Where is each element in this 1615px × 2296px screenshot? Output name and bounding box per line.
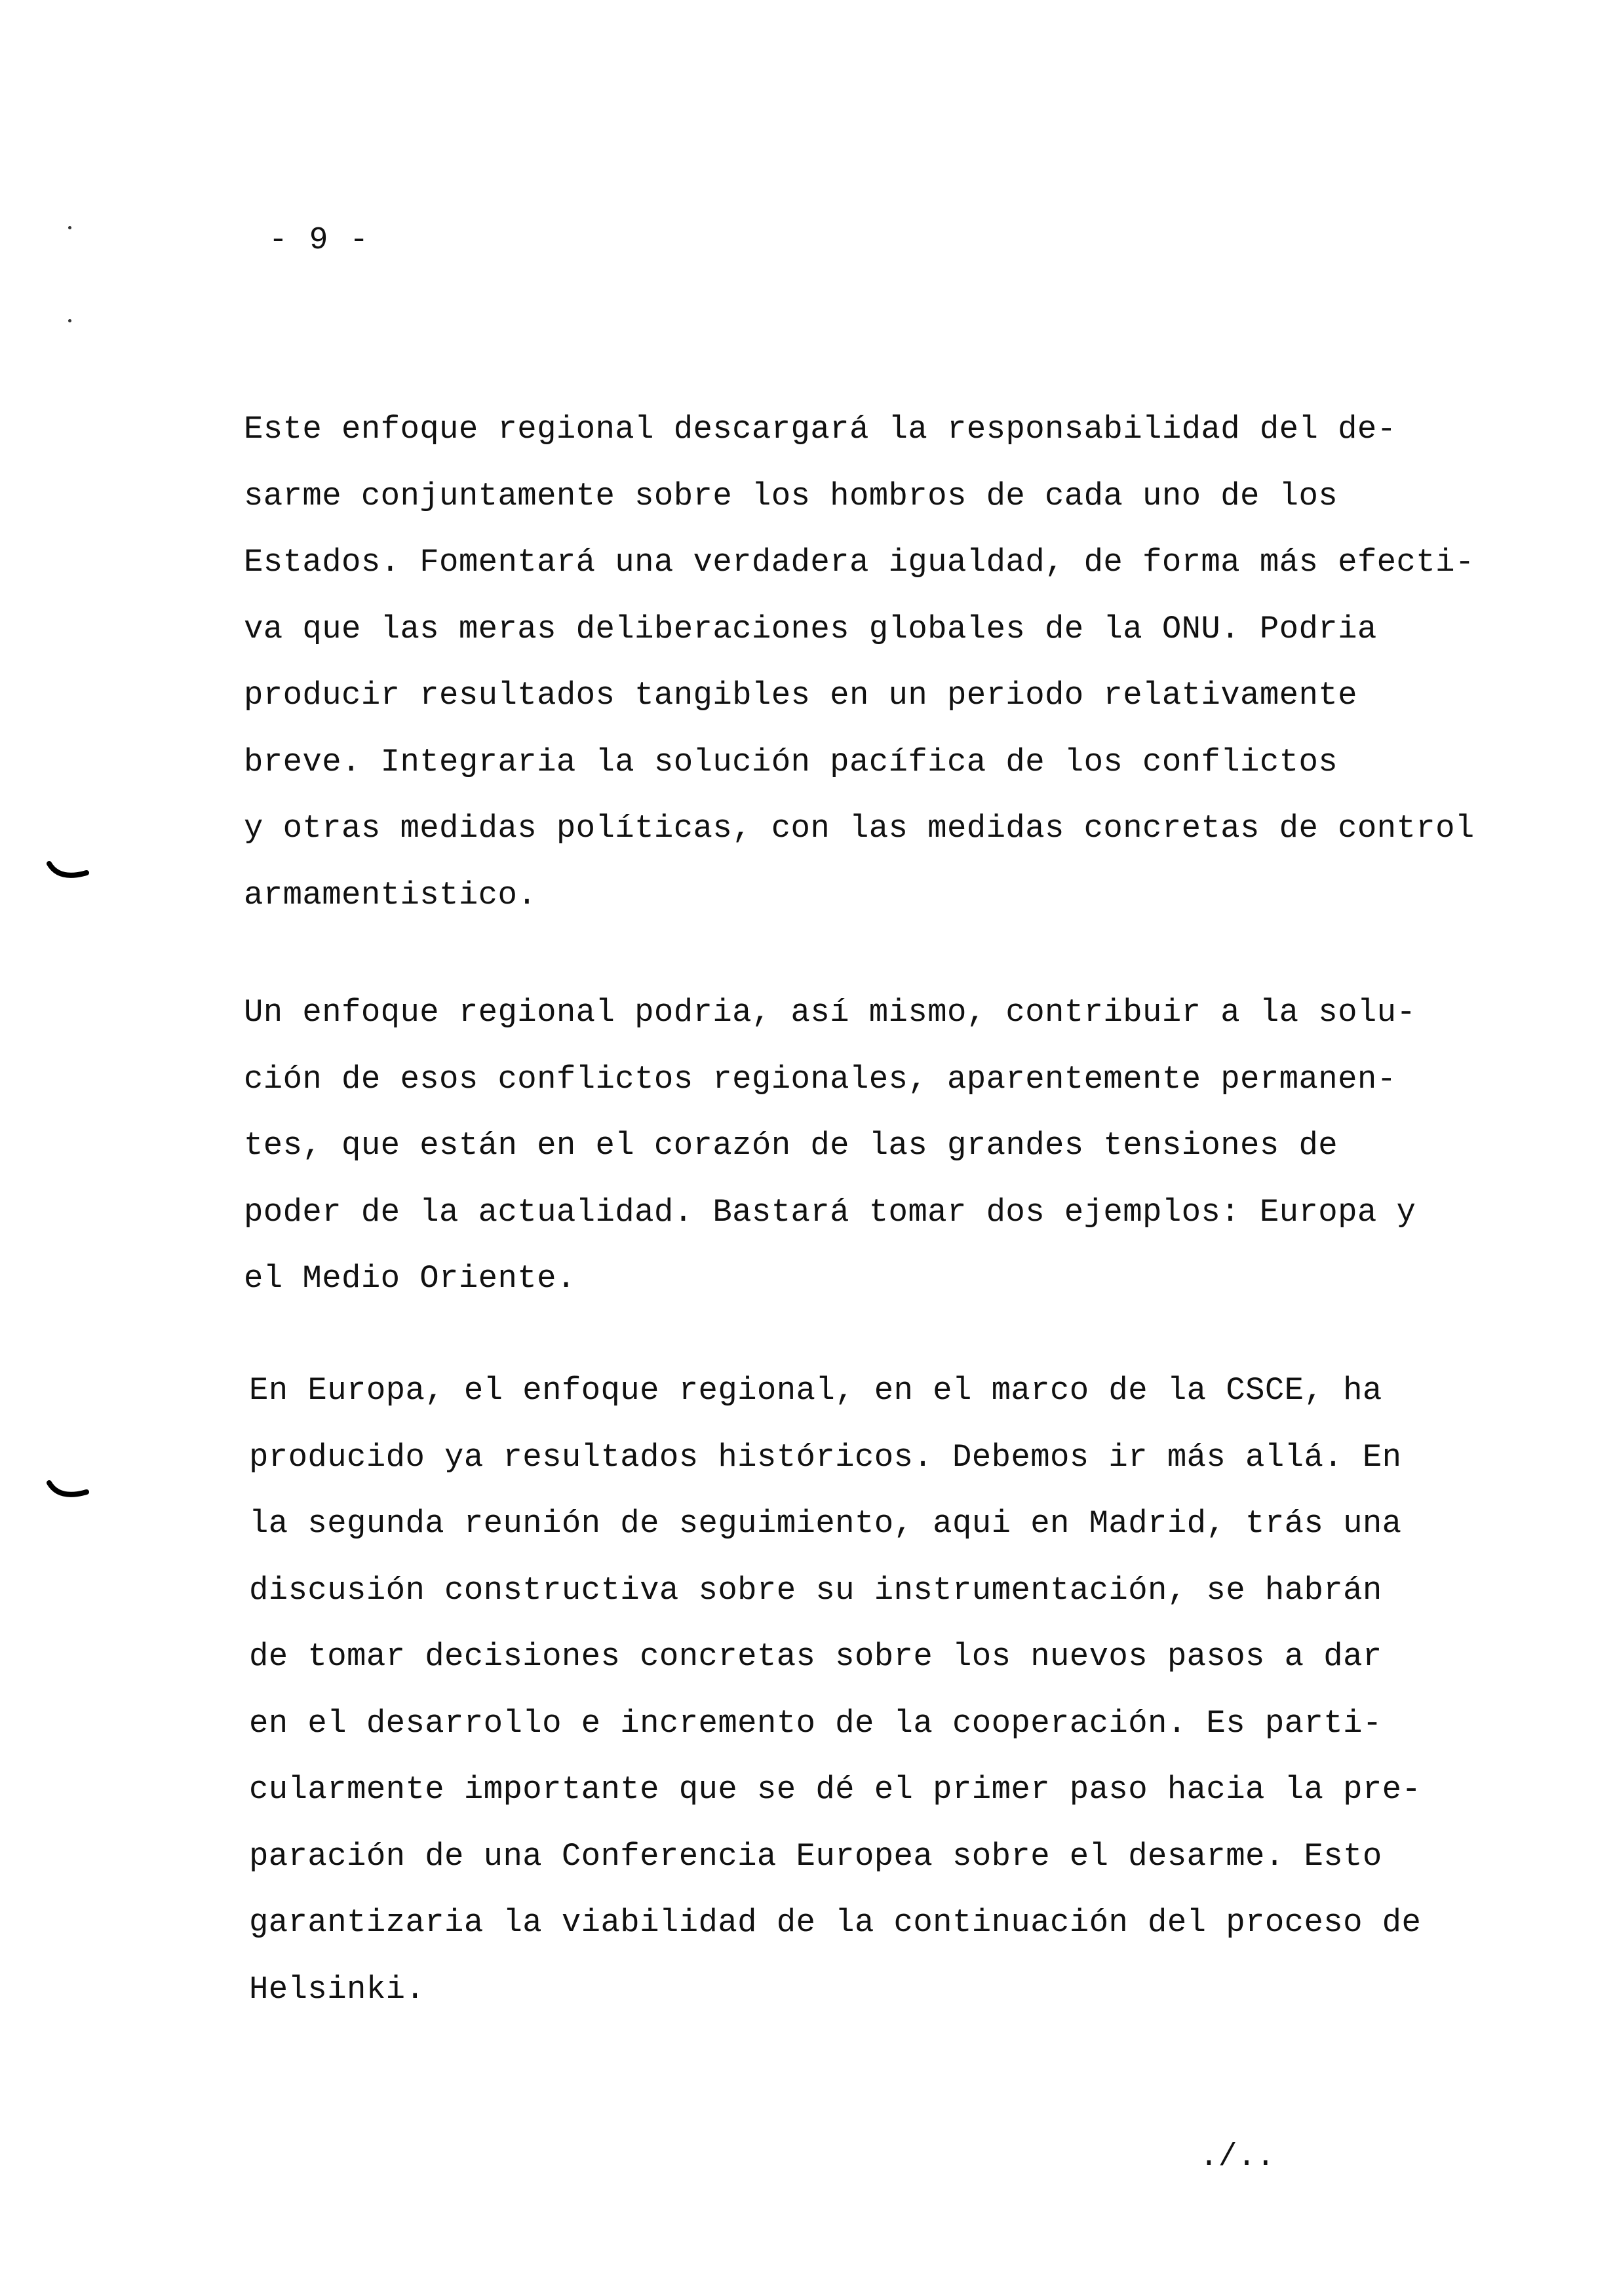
paragraph-regional-approach [244,396,1475,928]
continuation-mark: ./.. [1199,2139,1275,2175]
binder-hole-mark-icon [46,858,92,885]
text-line: el Medio Oriente. [244,1260,576,1297]
scan-speck [68,226,71,229]
text-line: Helsinki. [249,1970,425,2008]
text-line: cularmente importante que se dé el primer paso hacia la pre- [249,1771,1422,1808]
text-line: va que las meras deliberaciones globales de la ONU. Podria [244,610,1377,647]
text-line: producido ya resultados históricos. Debemos ir más allá. En [249,1438,1402,1476]
text-line: producir resultados tangibles en un periodo relativamente [244,677,1357,714]
page-number: - 9 - [269,223,370,258]
text-line: En Europa, el enfoque regional, en el marco de la CSCE, ha [249,1372,1382,1409]
text-line: discusión constructiva sobre su instrumentación, se habrán [249,1571,1382,1609]
text-line: Un enfoque regional podria, así mismo, contribuir a la solu- [244,994,1416,1031]
text-line: y otras medidas políticas, con las medidas concretas de control [244,810,1475,847]
text-line: garantizaria la viabilidad de la continuación del proceso de [249,1904,1422,1941]
text-line: Este enfoque regional descargará la responsabilidad del de- [244,411,1397,448]
text-line: ción de esos conflictos regionales, aparentemente permanen- [244,1060,1397,1098]
binder-hole-mark-icon [46,1478,92,1504]
text-line: sarme conjuntamente sobre los hombros de cada uno de los [244,477,1338,514]
text-line: tes, que están en el corazón de las grandes tensiones de [244,1127,1338,1164]
text-line: breve. Integraria la solución pacífica de los conflictos [244,743,1338,780]
scan-speck [68,319,71,322]
paragraph-europe [249,1358,1421,2023]
paragraph-regional-conflicts [244,980,1416,1312]
text-line: en el desarrollo e incremento de la cooperación. Es parti- [249,1704,1382,1742]
text-line: armamentistico. [244,876,537,913]
text-line: Estados. Fomentará una verdadera igualdad, de forma más efecti- [244,544,1475,581]
text-line: la segunda reunión de seguimiento, aqui en Madrid, trás una [249,1505,1402,1542]
text-line: poder de la actualidad. Bastará tomar dos ejemplos: Europa y [244,1193,1416,1231]
text-line: paración de una Conferencia Europea sobre el desarme. Esto [249,1837,1382,1875]
text-line: de tomar decisiones concretas sobre los nuevos pasos a dar [249,1638,1382,1675]
